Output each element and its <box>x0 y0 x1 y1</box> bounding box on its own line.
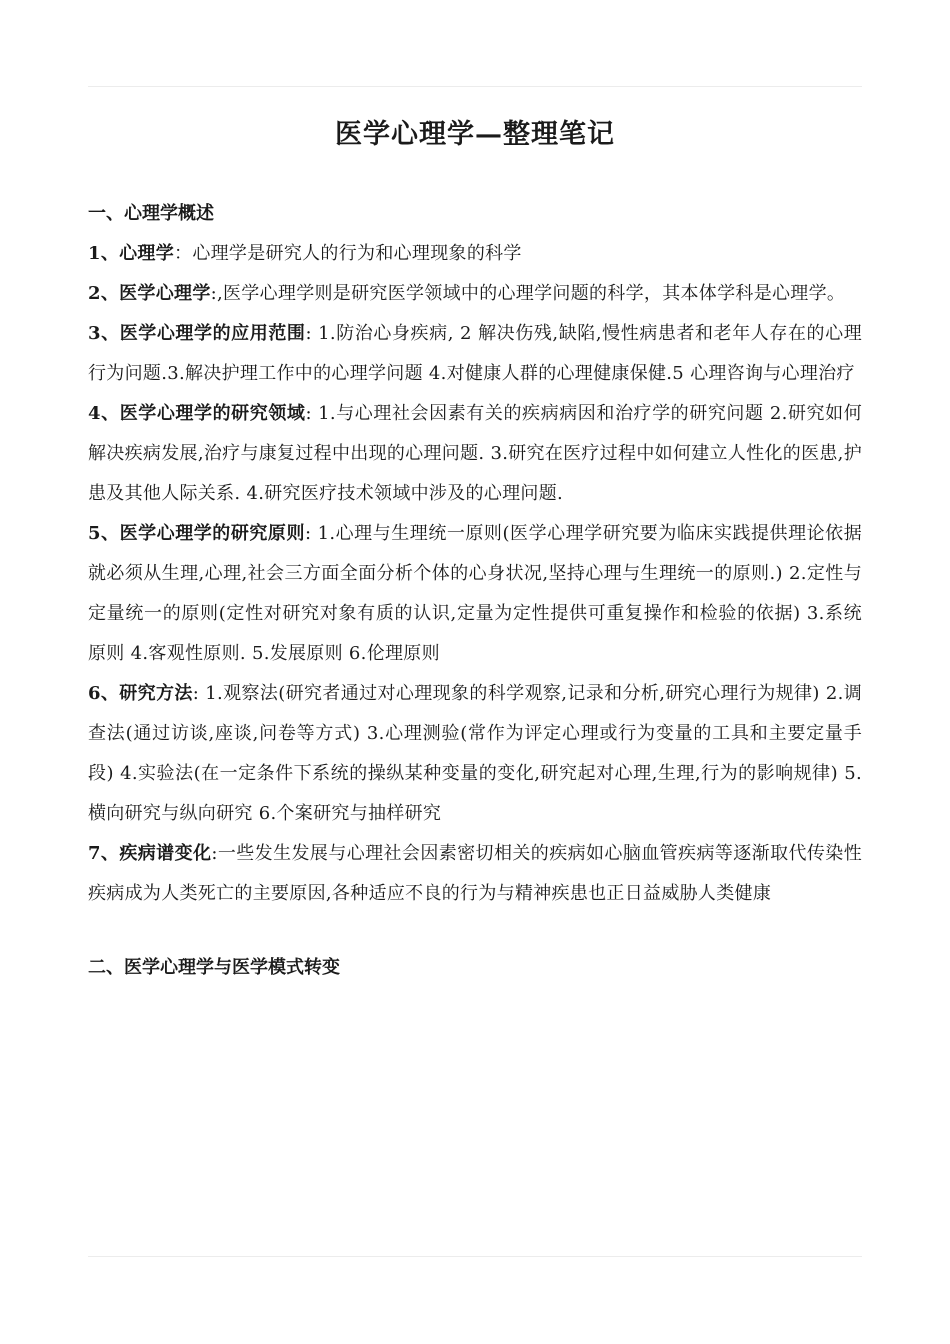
item-body: ：心理学是研究人的行为和心理现象的科学 <box>174 243 522 264</box>
list-item-5 <box>88 514 862 674</box>
page-title: 医学心理学—整理笔记 <box>335 119 615 150</box>
list-item-4 <box>88 394 862 514</box>
document-body <box>88 110 862 988</box>
item-number: 3、 <box>88 323 120 344</box>
top-divider <box>88 86 862 87</box>
item-term: 心理学 <box>119 243 175 264</box>
list-item-7 <box>88 834 862 914</box>
item-number: 5、 <box>88 523 120 544</box>
item-body: : 1.观察法(研究者通过对心理现象的科学观察,记录和分析,研究心理行为规律) 2.调查法(通过访谈,座谈,问卷等方式) 3.心理测验(常作为评定心理或行为变量的工具和主要定量手段) 4.实验法(在一定条件下系统的操纵某种变量的变化,研究起对心理,生理,行为的影响规律) 5.横向研究与纵向研究 6.个案研究与抽样研究 <box>88 683 862 824</box>
item-number: 1、 <box>88 243 120 264</box>
item-number: 7、 <box>88 843 120 864</box>
list-item-3 <box>88 314 862 394</box>
item-body: : 1.心理与生理统一原则(医学心理学研究要为临床实践提供理论依据就必须从生理,心理,社会三方面全面分析个体的心身状况,坚持心理与生理统一的原则.) 2.定性与定量统一的原则(定性对研究对象有质的认识,定量为定性提供可重复操作和检验的依据) 3.系统原则 4.客观性原则. 5.发展原则 6.伦理原则 <box>88 523 863 664</box>
item-term: 医学心理学的应用范围 <box>119 323 306 344</box>
item-number: 2、 <box>88 283 120 304</box>
item-number: 6、 <box>88 683 120 704</box>
item-term: 医学心理学的研究领域 <box>119 403 306 424</box>
bottom-divider <box>88 1256 862 1257</box>
item-term: 研究方法 <box>119 683 193 704</box>
item-body: :,医学心理学则是研究医学领域中的心理学问题的科学，其本体学科是心理学。 <box>210 283 846 304</box>
list-item-6 <box>88 674 862 834</box>
list-item-1 <box>88 234 862 274</box>
item-term: 疾病谱变化 <box>119 843 212 864</box>
section-heading-2: 二、医学心理学与医学模式转变 <box>88 957 340 978</box>
item-term: 医学心理学 <box>119 283 211 304</box>
item-body: : 1.防治心身疾病, 2 解决伤残,缺陷,慢性病患者和老年人存在的心理行为问题.3.解决护理工作中的心理学问题 4.对健康人群的心理健康保健.5 心理咨询与心理治疗 <box>88 323 863 384</box>
item-body: : 1.与心理社会因素有关的疾病病因和治疗学的研究问题 2.研究如何解决疾病发展,治疗与康复过程中出现的心理问题. 3.研究在医疗过程中如何建立人性化的医患,护患及其他人际关系. 4.研究医疗技术领域中涉及的心理问题. <box>88 403 862 504</box>
item-term: 医学心理学的研究原则 <box>119 523 305 544</box>
item-number: 4、 <box>88 403 120 424</box>
list-item-2 <box>88 274 862 314</box>
section-heading-1: 一、心理学概述 <box>88 203 214 224</box>
item-body: :一些发生发展与心理社会因素密切相关的疾病如心脑血管疾病等逐渐取代传染性疾病成为人类死亡的主要原因,各种适应不良的行为与精神疾患也正日益威胁人类健康 <box>88 843 863 904</box>
